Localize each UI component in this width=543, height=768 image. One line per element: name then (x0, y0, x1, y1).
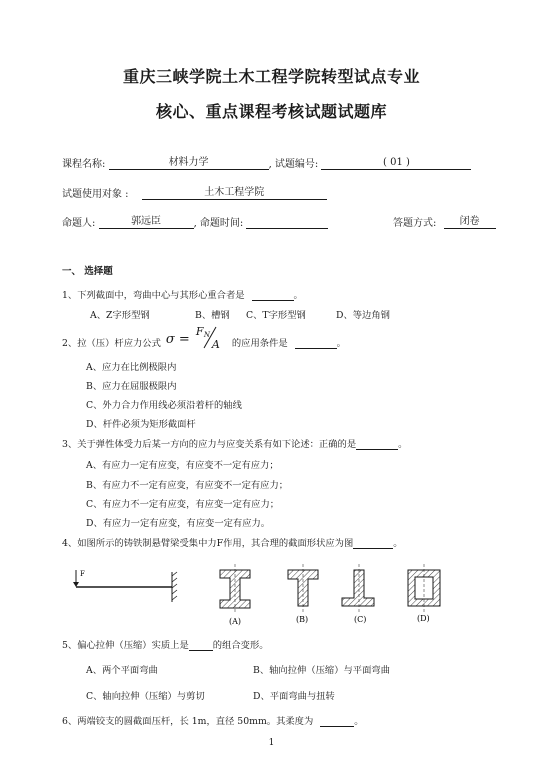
q5-option-a: A、两个平面弯曲 (86, 665, 158, 676)
q6-end: 。 (354, 716, 364, 727)
q4-figure (60, 560, 480, 630)
question-2 (62, 325, 346, 351)
q5-option-b: B、轴向拉伸（压缩）与平面弯曲 (253, 665, 390, 676)
section-a-icon (220, 564, 250, 614)
course-label: 课程名称: (62, 159, 106, 170)
q2-stem-a: 2、拉（压）杆应力公式 (62, 338, 161, 349)
q1-option-a: A、Z字形型钢 (90, 310, 150, 321)
q2-formula-den: A (211, 338, 220, 351)
force-label: F (80, 570, 85, 578)
q2-option-a: A、应力在比例极限内 (86, 362, 177, 373)
q5-stem-a: 5、偏心拉伸（压缩）实质上是 (62, 640, 189, 651)
q3-option-d: D、有应力一定有应变，有应变一定有应力。 (86, 518, 271, 529)
header-row-mode (393, 214, 496, 229)
question-4 (62, 535, 403, 549)
q6-answer-blank[interactable] (320, 716, 354, 727)
section-c-icon (342, 564, 374, 614)
q5-stem-b: 的组合变形。 (212, 640, 269, 651)
q3-option-c: C、有应力不一定有应变，有应变一定有应力； (86, 499, 280, 510)
question-5 (62, 637, 269, 651)
fig-label-a: (A) (229, 617, 242, 626)
exam-title-line2: 核心、重点课程考核试题试题库 (155, 102, 387, 121)
q1-option-d: D、等边角钢 (336, 310, 390, 321)
section-title: 一、 选择题 (62, 266, 113, 277)
exam-title-line1: 重庆三峡学院土木工程学院转型试点专业 (122, 67, 420, 86)
q1-option-c: C、T字形型钢 (246, 310, 306, 321)
paper-value: ( 01 ) (321, 156, 471, 170)
section-d-icon (408, 564, 440, 614)
q3-option-a: A、有应力一定有应变，有应变不一定有应力； (86, 460, 279, 471)
paper-label: , 试题编号: (268, 159, 319, 170)
page-number: 1 (268, 738, 275, 748)
q2-end: 。 (336, 338, 346, 349)
q3-option-b: B、有应力不一定有应变，有应变不一定有应力； (86, 480, 289, 491)
author-label: 命题人: (62, 218, 96, 229)
header-row-course (62, 155, 471, 170)
q5-option-d: D、平面弯曲与扭转 (253, 691, 335, 702)
q2-stem-b: 的应用条件是 (231, 338, 288, 349)
question-6 (62, 713, 364, 727)
question-1 (62, 287, 303, 301)
course-value: 材料力学 (109, 156, 269, 170)
fig-label-b: (B) (296, 615, 309, 624)
q2-option-c: C、外力合力作用线必须沿着杆的轴线 (86, 400, 242, 411)
header-row-author (62, 214, 328, 229)
q4-end: 。 (393, 538, 403, 549)
cantilever-beam (73, 570, 177, 602)
header-row-target (62, 185, 327, 200)
question-3 (62, 436, 407, 450)
q2-formula (164, 325, 232, 351)
q1-stem: 1、下列截面中，弯曲中心与其形心重合者是 (62, 290, 245, 301)
q5-answer-blank[interactable] (189, 640, 213, 651)
q2-formula-sigma: σ = (165, 332, 190, 347)
mode-value: 闭卷 (444, 215, 496, 229)
q3-answer-blank[interactable] (356, 439, 398, 450)
q5-option-c: C、轴向拉伸（压缩）与剪切 (86, 691, 205, 702)
q3-stem: 3、关于弹性体受力后某一方向的应力与应变关系有如下论述：正确的是 (62, 439, 357, 450)
q4-stem: 4、如图所示的铸铁制悬臂梁受集中力F作用，其合理的截面形状应为图 (62, 538, 354, 549)
author-value: 郭远臣 (99, 215, 194, 229)
q1-answer-blank[interactable] (252, 290, 294, 301)
section-b-icon (288, 564, 318, 614)
mode-label: 答题方式: (393, 218, 437, 229)
q1-end: 。 (293, 290, 303, 301)
q1-option-b: B、槽钢 (195, 310, 230, 321)
time-value (246, 215, 328, 229)
q2-formula-num: F (195, 325, 204, 338)
target-label: 试题使用对象 : (62, 189, 129, 200)
q2-formula-sub: N (203, 331, 210, 339)
q2-answer-blank[interactable] (295, 338, 337, 349)
q6-stem: 6、两端铰支的圆截面压杆，长 1m，直径 50mm。其柔度为 (62, 716, 314, 727)
time-label: , 命题时间: (193, 218, 244, 229)
q2-option-d: D、杆件必须为矩形截面杆 (86, 419, 196, 430)
q2-option-b: B、应力在屈服极限内 (86, 381, 177, 392)
fig-label-c: (C) (354, 615, 367, 624)
target-value: 土木工程学院 (142, 186, 327, 200)
q4-answer-blank[interactable] (353, 538, 393, 549)
q3-end: 。 (398, 439, 408, 450)
fig-label-d: (D) (417, 614, 430, 623)
